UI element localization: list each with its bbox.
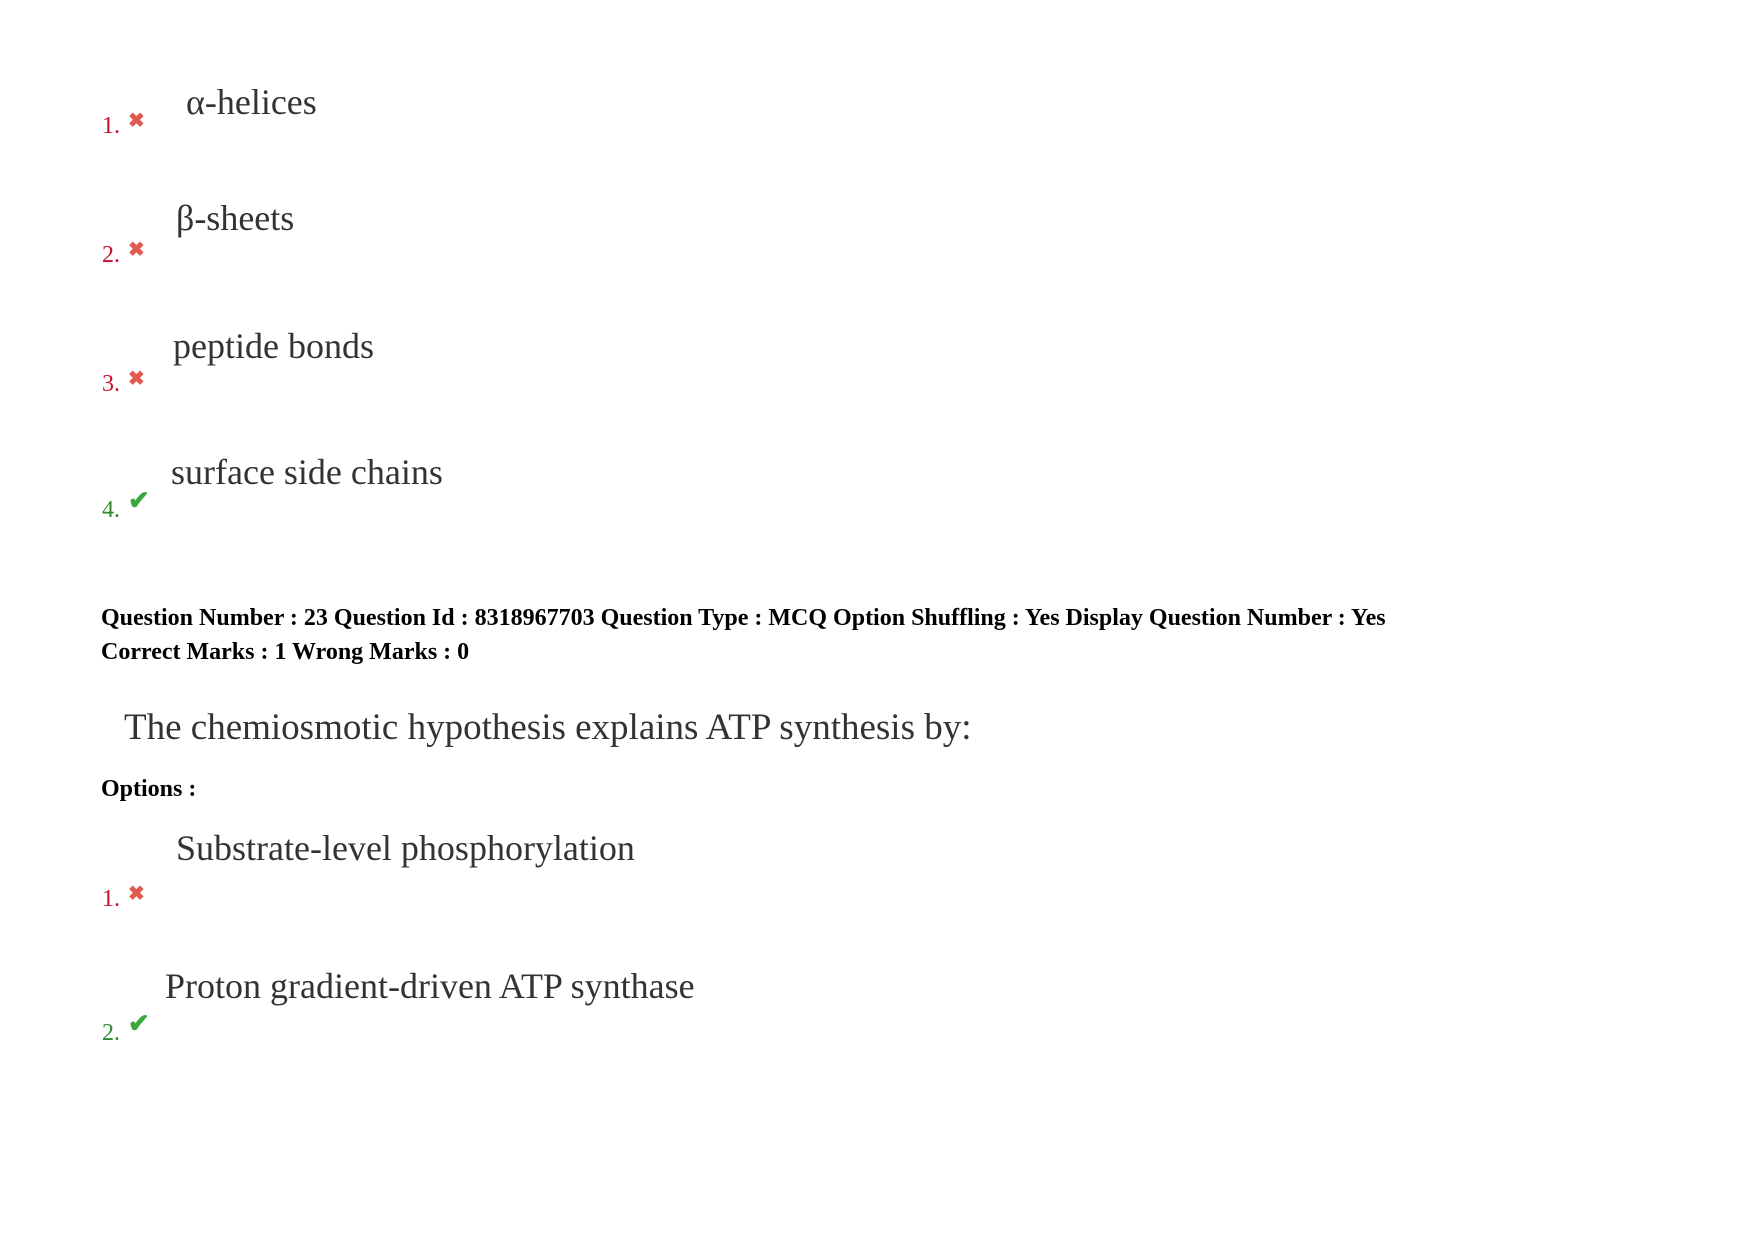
question-meta-line-2: Correct Marks : 1 Wrong Marks : 0: [101, 639, 470, 665]
check-icon: ✔: [128, 1009, 150, 1038]
options-label: Options :: [101, 776, 197, 802]
option-item: [100, 326, 1000, 396]
option-number: 3.: [102, 371, 120, 397]
option-number: 2.: [102, 242, 120, 268]
option-item: [100, 82, 1000, 152]
option-text: surface side chains: [171, 452, 443, 492]
option-text: Proton gradient-driven ATP synthase: [165, 966, 695, 1006]
cross-icon: ✖: [128, 368, 145, 390]
option-item: [100, 828, 1000, 912]
option-item: [100, 966, 1000, 1046]
option-number: 4.: [102, 497, 120, 523]
option-text: β-sheets: [176, 198, 295, 238]
cross-icon: ✖: [128, 110, 145, 132]
option-number: 1.: [102, 886, 120, 912]
option-item: [100, 452, 1000, 522]
option-number: 1.: [102, 113, 120, 139]
question-text: The chemiosmotic hypothesis explains ATP synthesis by:: [124, 707, 972, 748]
cross-icon: ✖: [128, 239, 145, 261]
option-item: [100, 198, 1000, 268]
option-number: 2.: [102, 1020, 120, 1046]
option-text: peptide bonds: [173, 326, 374, 366]
option-text: α-helices: [186, 82, 317, 122]
cross-icon: ✖: [128, 883, 145, 905]
check-icon: ✔: [128, 486, 150, 515]
option-text: Substrate-level phosphorylation: [176, 828, 635, 868]
question-meta-line-1: Question Number : 23 Question Id : 8318967703 Question Type : MCQ Option Shuffling : Yes Display Question Number : Yes: [101, 605, 1386, 631]
